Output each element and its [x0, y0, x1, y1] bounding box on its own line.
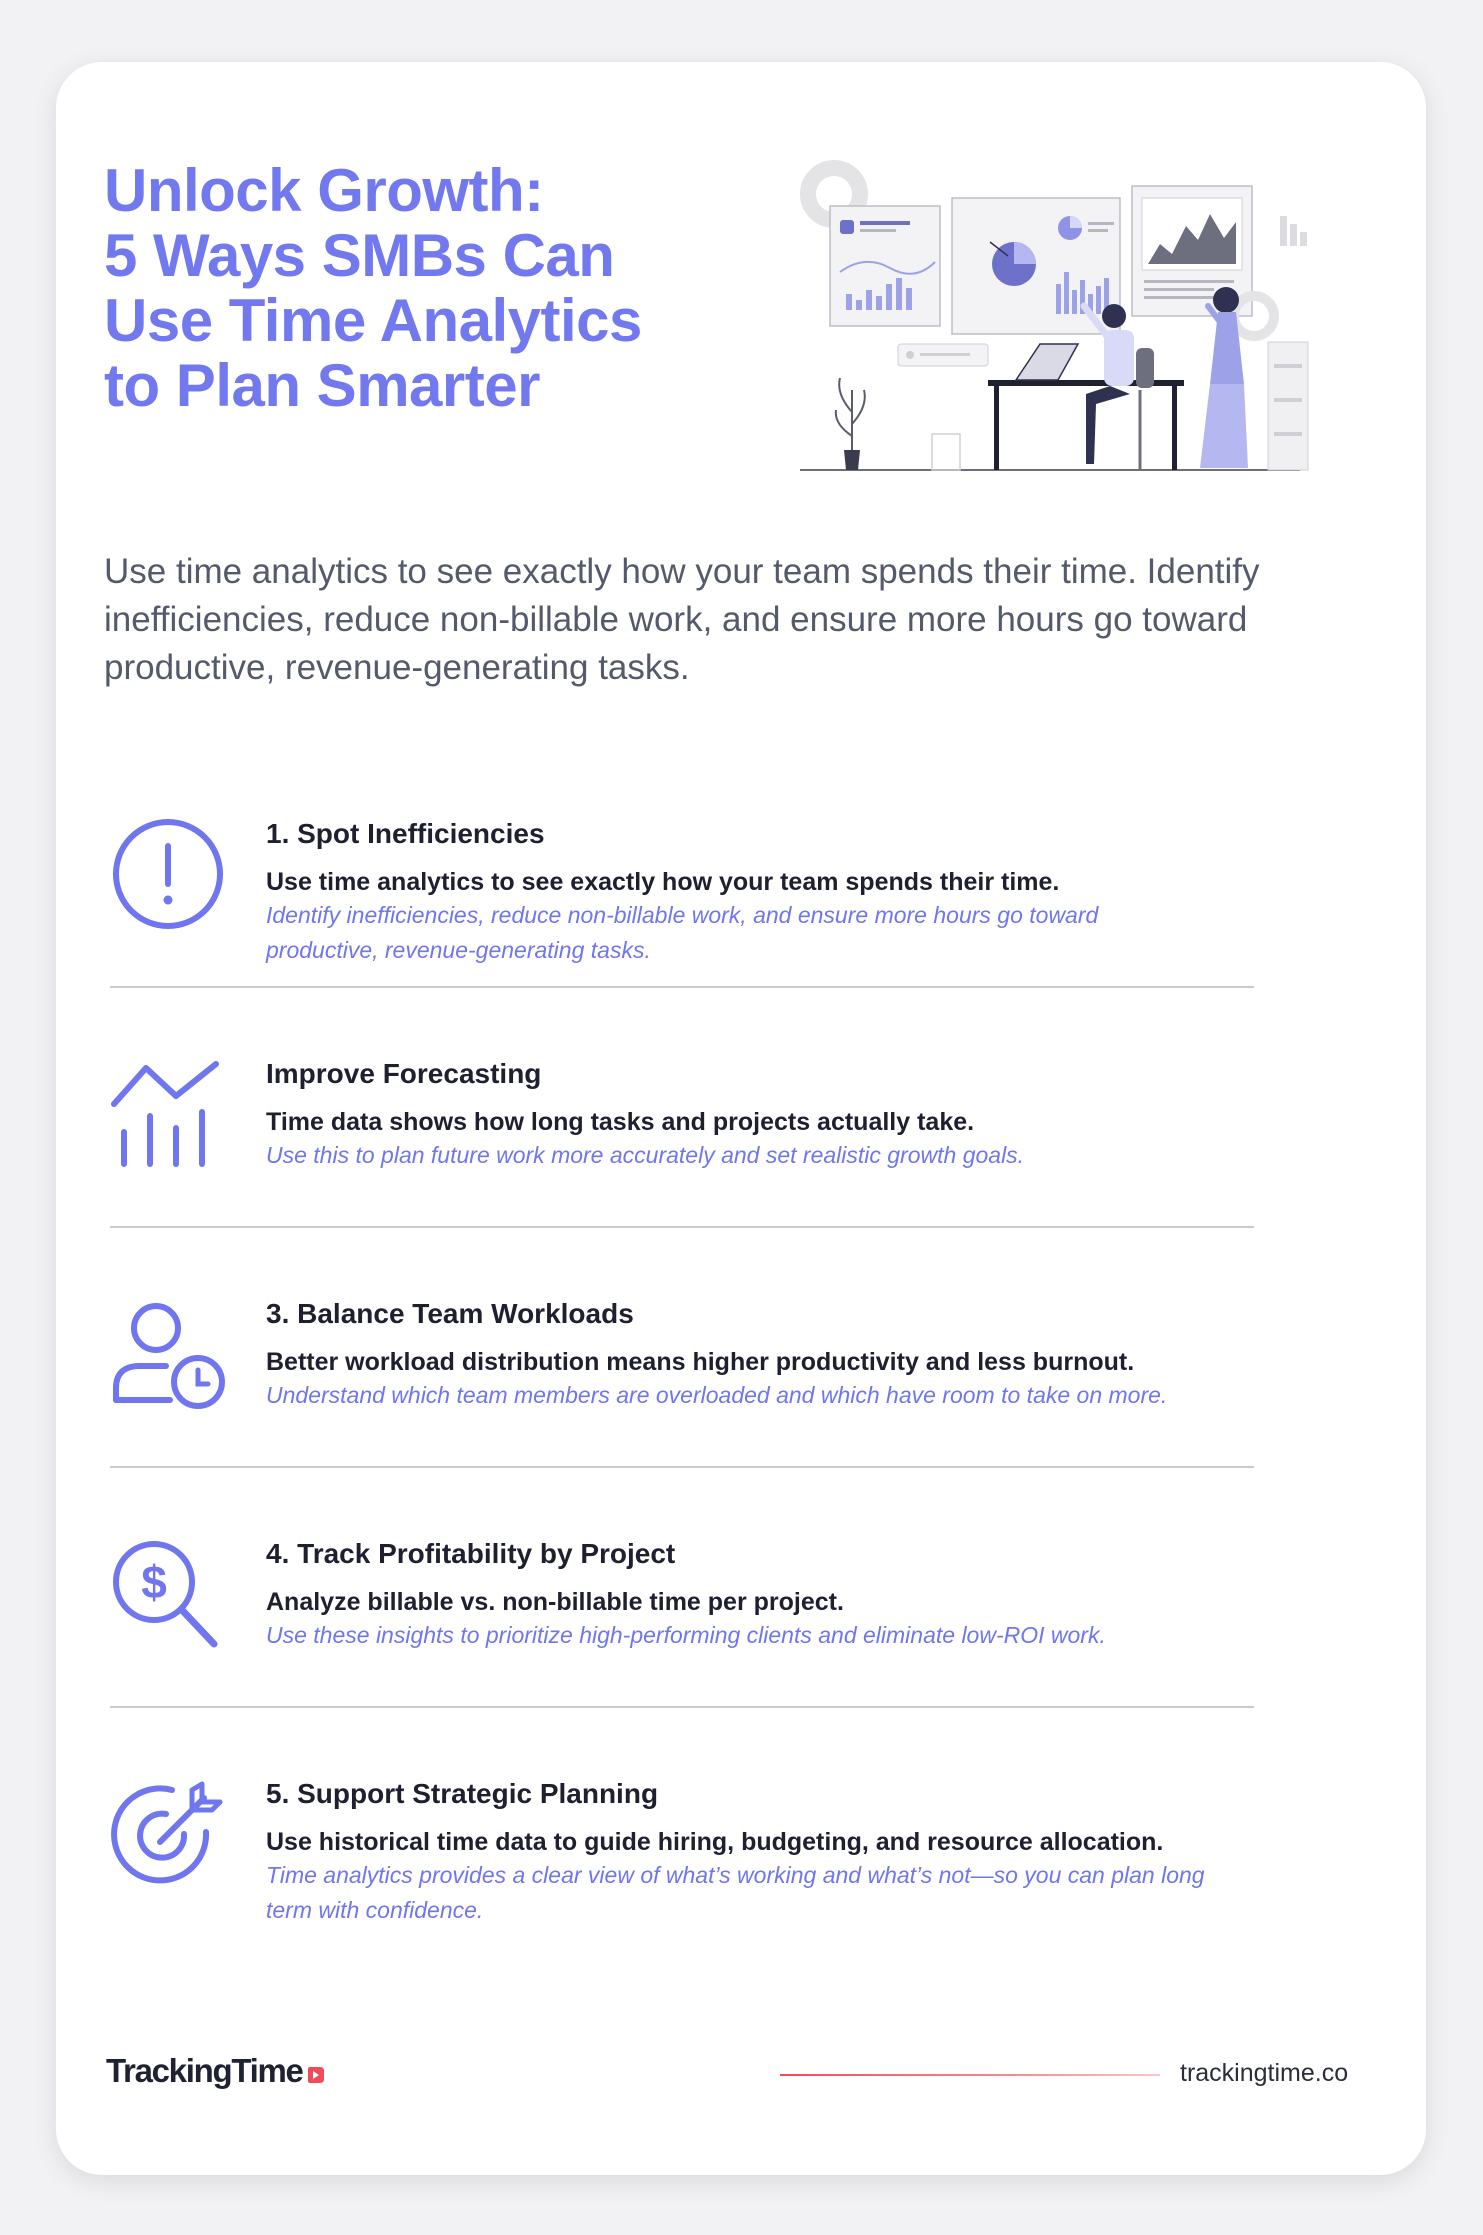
analytics-illustration [740, 94, 1320, 494]
item-description: Use this to plan future work more accurately and set realistic growth goals. [266, 1142, 1025, 1168]
brand-mark-icon [306, 2065, 326, 2085]
item-description: Use these insights to prioritize high-performing clients and eliminate low-ROI work. [266, 1622, 1106, 1648]
item-bold-text: Analyze billable vs. non-billable time per project. [266, 1588, 844, 1616]
divider [110, 986, 1254, 988]
title-line: Use Time Analytics [104, 287, 642, 354]
page-title [104, 158, 724, 418]
item-title: 1. Spot Inefficiencies [266, 818, 545, 849]
trackingtime-logo [106, 2052, 326, 2090]
target-arrow-icon [108, 1776, 228, 1896]
item-bold-text: Use historical time data to guide hiring, budgeting, and resource allocation. [266, 1828, 1164, 1856]
item-bold-text: Use time analytics to see exactly how your team spends their time. [266, 868, 1060, 896]
item-title: 5. Support Strategic Planning [266, 1778, 659, 1809]
exclamation-circle-icon [108, 814, 228, 934]
item-description: Identify inefficiencies, reduce non-billable work, and ensure more hours go toward productive, revenue-generating tasks. [266, 902, 1099, 963]
trend-bar-chart-icon [108, 1054, 228, 1174]
item-bold-text: Time data shows how long tasks and projects actually take. [266, 1108, 975, 1136]
item-title: 4. Track Profitability by Project [266, 1538, 676, 1569]
title-line: Unlock Growth: [104, 157, 544, 224]
item-title: 3. Balance Team Workloads [266, 1298, 634, 1329]
item-description: Time analytics provides a clear view of what’s working and what’s not—so you can plan long term with confidence. [266, 1862, 1205, 1923]
item-title: Improve Forecasting [266, 1058, 542, 1089]
website-link[interactable]: trackingtime.co [1180, 2059, 1349, 2087]
user-clock-icon [108, 1296, 228, 1416]
divider [110, 1706, 1254, 1708]
item-description: Understand which team members are overloaded and which have room to take on more. [266, 1382, 1168, 1408]
divider [110, 1466, 1254, 1468]
footer-divider [780, 2074, 1160, 2076]
intro-paragraph: Use time analytics to see exactly how your team spends their time. Identify inefficiencies, reduce non-billable work, and ensure more hours go toward productive, revenue-generating tasks. [104, 552, 1260, 687]
divider [110, 1226, 1254, 1228]
dollar-magnifier-icon [108, 1536, 228, 1656]
title-line: to Plan Smarter [104, 352, 540, 419]
title-line: 5 Ways SMBs Can [104, 222, 615, 289]
brand-name: TrackingTime [106, 2052, 303, 2089]
svg-text:$: $ [141, 1556, 167, 1608]
item-bold-text: Better workload distribution means higher productivity and less burnout. [266, 1348, 1135, 1376]
